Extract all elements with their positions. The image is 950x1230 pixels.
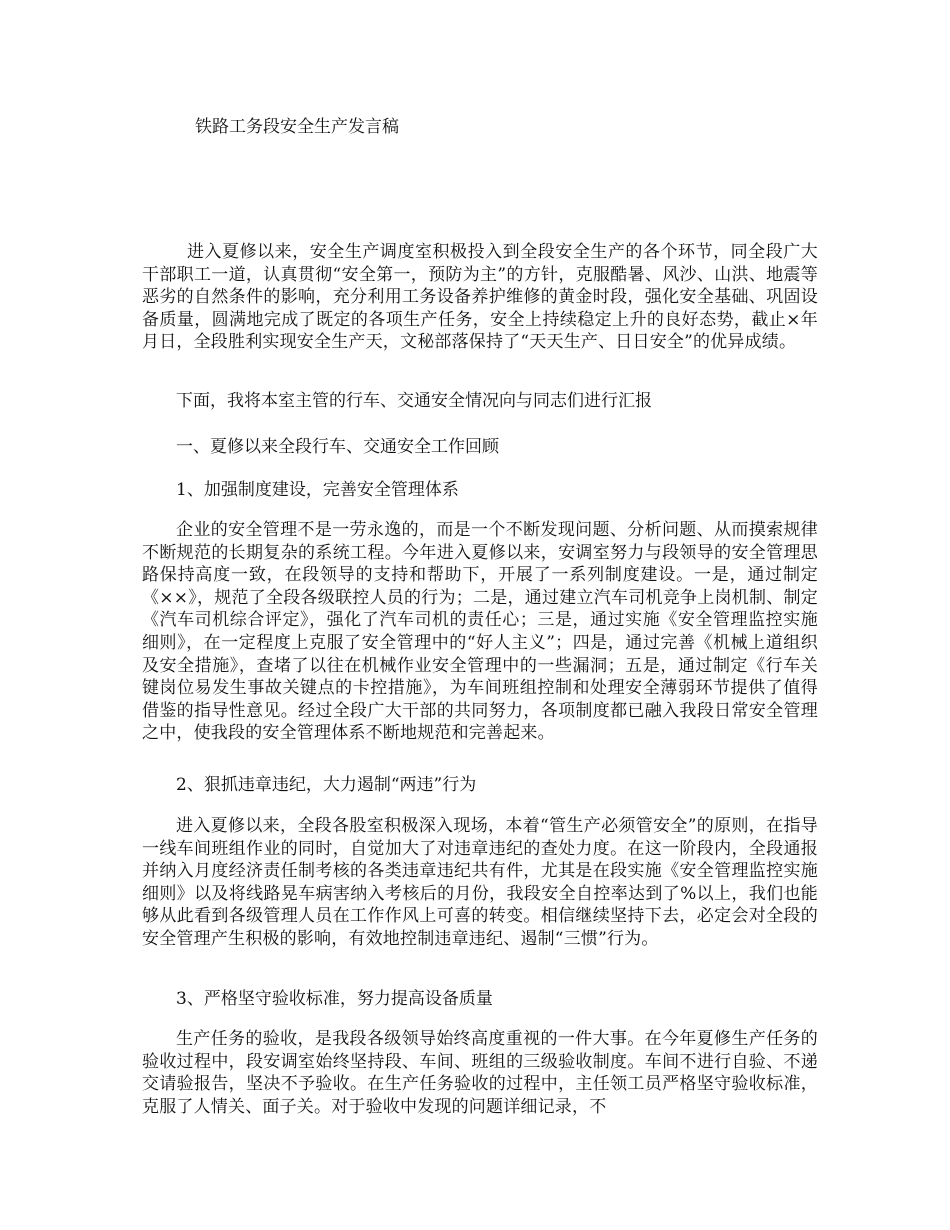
document-title: 铁路工务段安全生产发言稿 bbox=[195, 117, 399, 137]
report-intro-line: 下面，我将本室主管的行车、交通安全情况向与同志们进行汇报 bbox=[176, 391, 652, 411]
item-3-heading: 3、严格坚守验收标准，努力提高设备质量 bbox=[176, 989, 493, 1009]
item-1-heading: 1、加强制度建设，完善安全管理体系 bbox=[176, 480, 459, 500]
item-2-heading: 2、狠抓违章违纪，大力遏制“两违”行为 bbox=[176, 775, 477, 795]
section-one-heading: 一、夏修以来全段行车、交通安全工作回顾 bbox=[176, 437, 499, 457]
item-1-body: 企业的安全管理不是一劳永逸的，而是一个不断发现问题、分析问题、从而摸索规律不断规范的长期复杂的系统工程。今年进入夏修以来，安调室努力与段领导的安全管理思路保持高度一致，在段领导的支持和帮助下，开展了一系列制度建设。一是，通过制定《××》，规范了全段各级联控人员的行为；二是，通过建立汽车司机竞争上岗机制、制定《汽车司机综合评定》，强化了汽车司机的责任心；三是，通过实施《安全管理监控实施细则》，在一定程度上克服了安全管理中的“好人主义”；四是，通过完善《机械上道组织及安全措施》，查堵了以往在机械作业安全管理中的一些漏洞；五是，通过制定《行车关键岗位易发生事故关键点的卡控措施》，为车间班组控制和处理安全薄弱环节提供了值得借鉴的指导性意见。经过全段广大干部的共同努力，各项制度都已融入我段日常安全管理之中，使我段的安全管理体系不断地规范和完善起来。 bbox=[142, 520, 818, 744]
item-3-body: 生产任务的验收，是我段各级领导始终高度重视的一件大事。在今年夏修生产任务的验收过程中，段安调室始终坚持段、车间、班组的三级验收制度。车间不进行自验、不递交请验报告，坚决不予验收。在生产任务验收的过程中，主任领工员严格坚守验收标准，克服了人情关、面子关。对于验收中发现的问题详细记录，不 bbox=[142, 1029, 818, 1117]
item-2-body: 进入夏修以来，全段各股室积极深入现场，本着“管生产必须管安全”的原则，在指导一线车间班组作业的同时，自觉加大了对违章违纪的查处力度。在这一阶段内，全段通报并纳入月度经济责任制考核的各类违章违纪共有件，尤其是在段实施《安全管理监控实施细则》以及将线路晃车病害纳入考核后的月份，我段安全自控率达到了%以上，我们也能够从此看到各级管理人员在工作作风上可喜的转变。相信继续坚持下去，必定会对全段的安全管理产生积极的影响，有效地控制违章违纪、遏制“三惯”行为。 bbox=[142, 816, 818, 949]
intro-paragraph: 进入夏修以来，安全生产调度室积极投入到全段安全生产的各个环节，同全段广大干部职工一道，认真贯彻“安全第一，预防为主”的方针，克服酷暑、风沙、山洪、地震等恶劣的自然条件的影响，充分利用工务设备养护维修的黄金时段，强化安全基础、巩固设备质量，圆满地完成了既定的各项生产任务，安全上持续稳定上升的良好态势，截止×年月日，全段胜利实现安全生产天，文秘部落保持了“天天生产、日日安全”的优异成绩。 bbox=[142, 242, 818, 353]
